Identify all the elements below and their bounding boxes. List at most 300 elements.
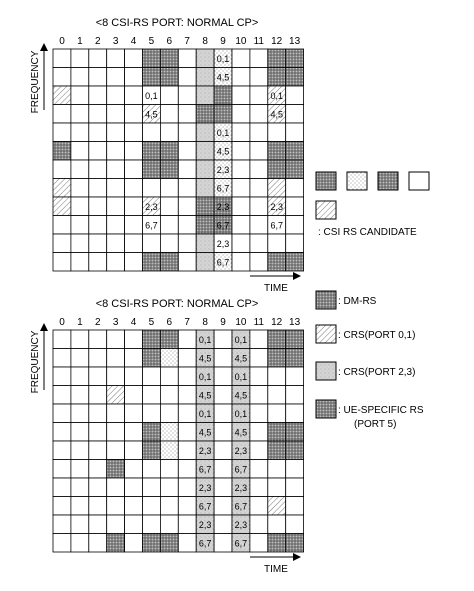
bottom-column-label: 2: [95, 317, 101, 328]
top-resource-element: [250, 234, 268, 253]
bottom-resource-element: [71, 349, 89, 368]
bottom-resource-element: [178, 534, 196, 553]
bottom-resource-element: [250, 460, 268, 479]
bottom-resource-element: [89, 404, 107, 423]
bottom-resource-element: [107, 515, 125, 534]
legend-swatch-dm-rs: [316, 172, 336, 190]
bottom-resource-element: [178, 460, 196, 479]
top-port-label: 6,7: [270, 220, 283, 231]
bottom-resource-element: [214, 478, 232, 497]
bottom-resource-element: [268, 423, 286, 442]
top-resource-element: [53, 160, 71, 179]
top-resource-element: [286, 105, 304, 124]
bottom-resource-element: [250, 423, 268, 442]
top-column-label: 7: [184, 36, 190, 47]
bottom-resource-element: [53, 460, 71, 479]
top-resource-element: [107, 86, 125, 105]
top-grid-cells: [53, 49, 304, 271]
top-resource-element: [196, 197, 214, 216]
top-resource-element: [125, 105, 143, 124]
top-column-label: 4: [130, 36, 137, 47]
top-resource-element: [143, 68, 161, 87]
legend-swatch-ue-specific-rs: [378, 172, 398, 190]
bottom-resource-element: [286, 534, 304, 553]
top-resource-element: [250, 160, 268, 179]
legend-label-crs-port-0-1: : CRS(PORT 0,1): [338, 330, 416, 341]
bottom-resource-element: [107, 497, 125, 516]
bottom-resource-element: [71, 441, 89, 460]
bottom-resource-element: [71, 423, 89, 442]
legend-label-ue-specific-rs-port: (PORT 5): [354, 419, 397, 430]
top-resource-element: [160, 68, 178, 87]
top-port-label: 4,5: [216, 146, 230, 157]
top-resource-element: [53, 86, 71, 105]
bottom-resource-element: [143, 460, 161, 479]
bottom-resource-element: [268, 386, 286, 405]
top-port-label: 0,1: [216, 127, 230, 138]
top-resource-element: [71, 197, 89, 216]
bottom-resource-element: [143, 534, 161, 553]
top-resource-element: [125, 86, 143, 105]
top-resource-element: [107, 68, 125, 87]
bottom-resource-element: [160, 330, 178, 349]
bottom-resource-element: [160, 423, 178, 442]
legend-swatch-csi-rs-candidate: [316, 201, 336, 219]
bottom-resource-element: [160, 349, 178, 368]
top-column-label: 13: [289, 36, 301, 47]
bottom-resource-element: [268, 367, 286, 386]
bottom-resource-element: [53, 441, 71, 460]
bottom-port-label: 6,7: [198, 538, 212, 549]
bottom-resource-element: [178, 441, 196, 460]
legend-swatch-crs-port-0-1-2: [316, 325, 336, 343]
top-resource-element: [125, 142, 143, 161]
top-resource-element: [53, 142, 71, 161]
top-resource-element: [214, 86, 232, 105]
bottom-port-label: 2,3: [198, 445, 212, 456]
bottom-resource-element: [214, 367, 232, 386]
bottom-resource-element: [160, 441, 178, 460]
top-column-label: 11: [253, 36, 264, 47]
bottom-column-label: 5: [148, 317, 155, 328]
top-port-label: 2,3: [145, 201, 158, 212]
bottom-resource-element: [53, 423, 71, 442]
bottom-resource-element: [107, 367, 125, 386]
top-resource-element: [89, 68, 107, 87]
top-resource-element: [196, 123, 214, 142]
bottom-resource-element: [160, 404, 178, 423]
top-column-label: 9: [220, 36, 226, 47]
top-resource-element: [250, 49, 268, 68]
bottom-column-label: 12: [271, 317, 283, 328]
top-resource-element: [71, 179, 89, 198]
bottom-resource-element: [250, 497, 268, 516]
bottom-resource-element: [268, 441, 286, 460]
top-resource-element: [178, 49, 196, 68]
top-port-label: 6,7: [216, 220, 230, 231]
legend-label-crs-port-2-3: : CRS(PORT 2,3): [338, 367, 416, 378]
bottom-resource-element: [178, 386, 196, 405]
top-column-label: 8: [202, 36, 208, 47]
top-resource-element: [250, 253, 268, 272]
top-resource-element: [125, 216, 143, 235]
bottom-resource-element: [214, 441, 232, 460]
top-port-label: 4,5: [270, 109, 283, 120]
top-resource-element: [89, 49, 107, 68]
bottom-port-label: 0,1: [234, 408, 248, 419]
bottom-resource-element: [143, 423, 161, 442]
top-resource-element: [125, 68, 143, 87]
top-frequency-axis-label: FREQUENCY: [30, 50, 41, 114]
top-port-label: 6,7: [145, 220, 158, 231]
bottom-port-label: 4,5: [234, 390, 248, 401]
top-column-label: 6: [166, 36, 173, 47]
bottom-resource-element: [268, 497, 286, 516]
top-legend: [316, 172, 429, 238]
top-resource-element: [143, 123, 161, 142]
bottom-resource-element: [286, 330, 304, 349]
bottom-column-label: 0: [59, 317, 65, 328]
bottom-resource-element: [107, 386, 125, 405]
bottom-resource-element: [286, 386, 304, 405]
top-resource-element: [286, 68, 304, 87]
top-resource-element: [160, 86, 178, 105]
bottom-resource-element: [89, 497, 107, 516]
top-port-label: 0,1: [270, 90, 283, 101]
top-resource-element: [107, 234, 125, 253]
top-resource-element: [143, 253, 161, 272]
bottom-resource-element: [89, 460, 107, 479]
bottom-port-label: 4,5: [198, 390, 212, 401]
bottom-resource-element: [178, 330, 196, 349]
top-resource-element: [160, 179, 178, 198]
bottom-port-label: 4,5: [198, 353, 212, 364]
top-port-label: 2,3: [270, 201, 283, 212]
legend-swatch-ue-specific-rs-2: [316, 400, 336, 418]
top-resource-element: [160, 105, 178, 124]
top-port-label: 2,3: [216, 164, 230, 175]
bottom-resource-element: [286, 423, 304, 442]
top-resource-element: [178, 253, 196, 272]
bottom-resource-element: [143, 441, 161, 460]
bottom-resource-element: [125, 367, 143, 386]
bottom-resource-element: [286, 404, 304, 423]
bottom-resource-element: [89, 441, 107, 460]
top-resource-element: [250, 179, 268, 198]
top-resource-element: [89, 179, 107, 198]
bottom-resource-element: [71, 478, 89, 497]
top-port-label: 0,1: [145, 90, 158, 101]
bottom-resource-element: [125, 386, 143, 405]
top-resource-element: [53, 105, 71, 124]
top-resource-element: [160, 123, 178, 142]
bottom-resource-element: [71, 404, 89, 423]
top-resource-element: [286, 216, 304, 235]
top-column-label: 10: [235, 36, 247, 47]
top-port-label: 2,3: [216, 238, 230, 249]
bottom-resource-element: [268, 349, 286, 368]
top-resource-element: [125, 160, 143, 179]
top-resource-element: [89, 142, 107, 161]
bottom-port-label: 6,7: [198, 501, 212, 512]
bottom-port-label: 0,1: [198, 334, 212, 345]
bottom-resource-element: [89, 515, 107, 534]
top-resource-element: [89, 86, 107, 105]
top-resource-element: [232, 179, 250, 198]
bottom-port-label: 0,1: [234, 371, 248, 382]
bottom-resource-element: [71, 534, 89, 553]
top-resource-element: [71, 105, 89, 124]
bottom-resource-element: [53, 367, 71, 386]
top-resource-element: [125, 123, 143, 142]
top-resource-element: [232, 123, 250, 142]
bottom-resource-element: [53, 534, 71, 553]
top-resource-element: [178, 142, 196, 161]
bottom-time-axis-label: TIME: [264, 564, 288, 575]
top-resource-element: [107, 142, 125, 161]
bottom-resource-element: [53, 478, 71, 497]
bottom-column-label: 6: [166, 317, 173, 328]
bottom-resource-element: [143, 386, 161, 405]
top-resource-element: [71, 160, 89, 179]
top-resource-element: [196, 105, 214, 124]
bottom-resource-element: [250, 367, 268, 386]
top-resource-element: [107, 160, 125, 179]
bottom-column-label: 3: [112, 317, 119, 328]
bottom-resource-element: [143, 497, 161, 516]
top-resource-element: [160, 253, 178, 272]
bottom-resource-element: [250, 330, 268, 349]
bottom-grid-column-labels: [59, 317, 300, 328]
bottom-resource-element: [107, 349, 125, 368]
bottom-column-label: 8: [202, 317, 208, 328]
top-resource-element: [125, 49, 143, 68]
top-column-label: 5: [148, 36, 155, 47]
top-resource-element: [196, 68, 214, 87]
top-resource-element: [196, 142, 214, 161]
top-resource-element: [160, 197, 178, 216]
top-resource-element: [143, 49, 161, 68]
bottom-resource-element: [214, 423, 232, 442]
bottom-resource-element: [268, 330, 286, 349]
bottom-resource-element: [107, 423, 125, 442]
top-resource-element: [71, 216, 89, 235]
bottom-resource-element: [71, 460, 89, 479]
top-resource-element: [286, 234, 304, 253]
top-resource-element: [196, 253, 214, 272]
top-resource-element: [268, 49, 286, 68]
bottom-resource-element: [143, 349, 161, 368]
top-resource-element: [268, 234, 286, 253]
bottom-resource-element: [89, 367, 107, 386]
bottom-resource-element: [53, 330, 71, 349]
top-resource-element: [286, 179, 304, 198]
bottom-port-label: 4,5: [234, 427, 248, 438]
bottom-resource-element: [268, 404, 286, 423]
bottom-resource-element: [53, 515, 71, 534]
top-resource-element: [250, 197, 268, 216]
top-resource-element: [89, 216, 107, 235]
top-resource-element: [250, 68, 268, 87]
top-resource-element: [286, 49, 304, 68]
bottom-resource-element: [89, 349, 107, 368]
top-resource-element: [53, 179, 71, 198]
bottom-column-label: 11: [253, 317, 264, 328]
top-resource-element: [268, 179, 286, 198]
top-resource-element: [53, 216, 71, 235]
top-resource-element: [53, 68, 71, 87]
bottom-resource-element: [178, 349, 196, 368]
top-resource-element: [178, 234, 196, 253]
bottom-grid-title: <8 CSI-RS PORT: NORMAL CP>: [95, 298, 259, 310]
bottom-resource-element: [214, 349, 232, 368]
bottom-column-label: 4: [130, 317, 137, 328]
bottom-port-label: 4,5: [234, 353, 248, 364]
legend-label-ue-specific-rs: : UE-SPECIFIC RS: [338, 405, 424, 416]
bottom-resource-element: [214, 404, 232, 423]
bottom-resource-element: [250, 404, 268, 423]
top-resource-element: [160, 216, 178, 235]
top-resource-element: [196, 86, 214, 105]
top-resource-element: [107, 123, 125, 142]
bottom-resource-element: [89, 386, 107, 405]
bottom-resource-element: [250, 349, 268, 368]
bottom-port-label: 0,1: [198, 371, 212, 382]
bottom-resource-element: [71, 515, 89, 534]
bottom-resource-element: [160, 386, 178, 405]
top-resource-element: [196, 179, 214, 198]
top-resource-element: [232, 142, 250, 161]
bottom-resource-element: [160, 534, 178, 553]
top-resource-element: [71, 49, 89, 68]
bottom-column-label: 10: [235, 317, 247, 328]
top-port-label: 6,7: [216, 183, 230, 194]
bottom-resource-element: [178, 367, 196, 386]
bottom-resource-element: [125, 460, 143, 479]
top-resource-element: [107, 197, 125, 216]
top-resource-element: [268, 123, 286, 142]
top-resource-element: [71, 234, 89, 253]
top-resource-element: [232, 216, 250, 235]
bottom-port-label: 2,3: [234, 519, 248, 530]
bottom-resource-element: [214, 386, 232, 405]
bottom-resource-element: [178, 478, 196, 497]
top-resource-element: [250, 142, 268, 161]
bottom-resource-element: [71, 367, 89, 386]
bottom-resource-element: [160, 478, 178, 497]
bottom-port-label: 6,7: [198, 464, 212, 475]
bottom-resource-element: [53, 497, 71, 516]
bottom-resource-element: [250, 478, 268, 497]
legend-label-csi-rs-candidate: : CSI RS CANDIDATE: [318, 227, 417, 238]
bottom-resource-element: [250, 386, 268, 405]
bottom-port-label: 0,1: [234, 334, 248, 345]
bottom-frequency-axis-label: FREQUENCY: [30, 330, 41, 394]
bottom-resource-element: [53, 386, 71, 405]
bottom-resource-element: [160, 460, 178, 479]
bottom-resource-element: [143, 404, 161, 423]
top-resource-element: [107, 179, 125, 198]
bottom-grid-cells: [53, 330, 304, 552]
top-port-label: 0,1: [216, 53, 230, 64]
bottom-resource-element: [143, 330, 161, 349]
top-column-label: 1: [77, 36, 83, 47]
bottom-resource-element: [214, 330, 232, 349]
bottom-resource-element: [143, 515, 161, 534]
bottom-resource-element: [268, 515, 286, 534]
bottom-port-label: 2,3: [198, 519, 212, 530]
bottom-resource-element: [268, 534, 286, 553]
bottom-port-label: 2,3: [234, 482, 248, 493]
bottom-column-label: 9: [220, 317, 226, 328]
bottom-port-label: 2,3: [198, 482, 212, 493]
legend-swatch-blank: [409, 172, 429, 190]
top-resource-element: [71, 123, 89, 142]
bottom-resource-element: [125, 349, 143, 368]
top-resource-element: [268, 253, 286, 272]
top-resource-element: [196, 216, 214, 235]
top-resource-element: [53, 197, 71, 216]
top-resource-element: [53, 49, 71, 68]
bottom-resource-element: [268, 460, 286, 479]
top-resource-element: [196, 160, 214, 179]
bottom-port-label: 4,5: [198, 427, 212, 438]
top-resource-element: [89, 105, 107, 124]
bottom-resource-element: [125, 478, 143, 497]
bottom-resource-element: [107, 330, 125, 349]
bottom-resource-element: [286, 349, 304, 368]
top-resource-element: [286, 197, 304, 216]
top-resource-element: [71, 253, 89, 272]
bottom-resource-element: [178, 497, 196, 516]
bottom-resource-element: [286, 441, 304, 460]
top-resource-element: [71, 68, 89, 87]
top-resource-element: [286, 86, 304, 105]
bottom-resource-element: [125, 534, 143, 553]
bottom-resource-element: [214, 497, 232, 516]
top-port-label: 2,3: [216, 201, 230, 212]
bottom-resource-element: [214, 534, 232, 553]
top-resource-element: [107, 105, 125, 124]
bottom-resource-element: [214, 515, 232, 534]
bottom-resource-element: [89, 423, 107, 442]
bottom-resource-element: [107, 478, 125, 497]
bottom-port-label: 2,3: [234, 445, 248, 456]
bottom-column-label: 1: [77, 317, 83, 328]
legend-label-dm-rs: : DM-RS: [338, 296, 377, 307]
top-resource-element: [196, 49, 214, 68]
top-resource-element: [268, 160, 286, 179]
top-resource-element: [53, 234, 71, 253]
top-resource-element: [286, 160, 304, 179]
top-resource-element: [232, 253, 250, 272]
bottom-resource-element: [286, 367, 304, 386]
bottom-resource-element: [89, 330, 107, 349]
top-resource-element: [250, 86, 268, 105]
top-resource-element: [107, 49, 125, 68]
top-resource-element: [214, 105, 232, 124]
bottom-resource-element: [286, 515, 304, 534]
top-resource-element: [53, 123, 71, 142]
bottom-port-label: 6,7: [234, 464, 248, 475]
top-resource-element: [178, 179, 196, 198]
top-grid-title: <8 CSI-RS PORT: NORMAL CP>: [95, 17, 259, 29]
top-resource-element: [250, 105, 268, 124]
bottom-resource-element: [125, 423, 143, 442]
top-resource-element: [125, 253, 143, 272]
legend-swatch-crs-port-2-3: [316, 362, 336, 380]
bottom-port-label: 6,7: [234, 501, 248, 512]
